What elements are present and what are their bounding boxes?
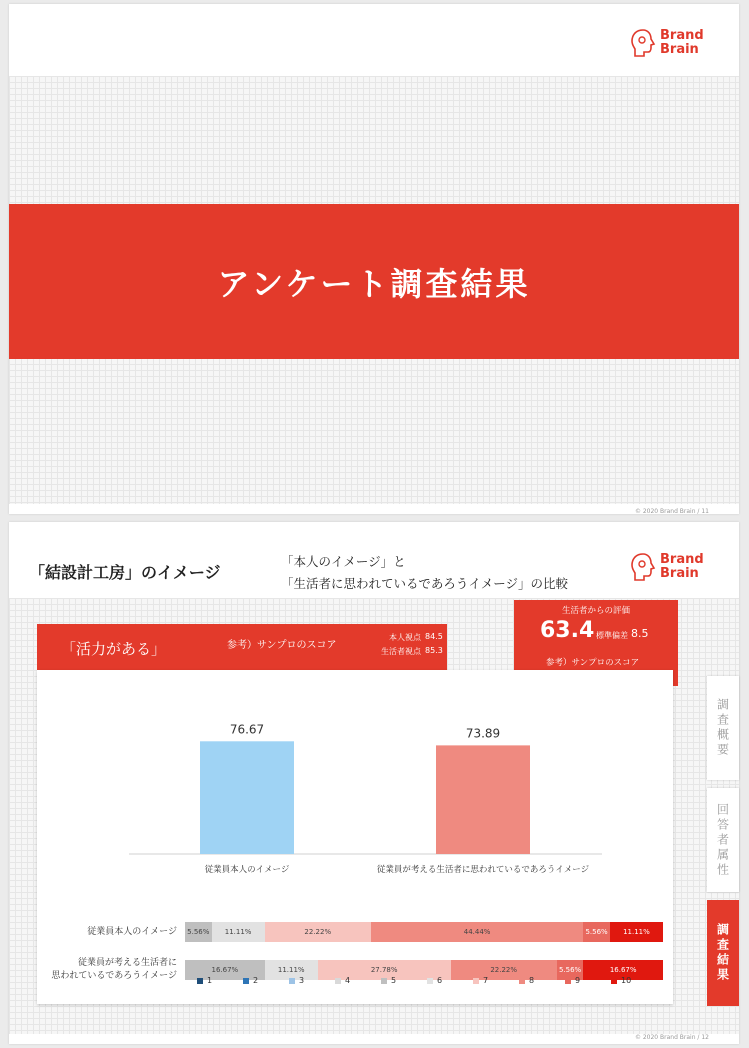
- legend-label: 1: [207, 976, 213, 985]
- brand-line2: Brain: [660, 566, 699, 581]
- legend-swatch: [427, 978, 433, 984]
- legend-item-1: [197, 976, 243, 985]
- stacked-segment-10: 16.67%: [583, 960, 663, 980]
- stacked-segment-5: 5.56%: [185, 922, 212, 942]
- stacked-segment-8: 22.22%: [451, 960, 557, 980]
- eval-ref-label: 参考）サンプロのスコア: [546, 658, 640, 668]
- legend-swatch: [381, 978, 387, 984]
- bar-value-label: 73.89: [465, 726, 501, 741]
- legend-swatch: [335, 978, 341, 984]
- bar-chart: [37, 670, 673, 884]
- stacked-row-label: 従業員本人のイメージ: [87, 926, 177, 937]
- legend-item-10: [611, 976, 657, 985]
- tab-respondent-attributes[interactable]: 回答者属性: [707, 788, 739, 892]
- legend-label: 7: [483, 976, 489, 985]
- legend-swatch: [565, 978, 571, 984]
- eval-score: 63.4: [540, 618, 595, 643]
- slide-footer: © 2020 Brand Brain / 11: [634, 508, 709, 515]
- slide-12: [9, 522, 739, 1044]
- stacked-segment-6: 11.11%: [265, 960, 318, 980]
- legend-item-7: [473, 976, 519, 985]
- consumer-view-label: 生活者視点: [381, 647, 421, 656]
- brand-line2: Brain: [660, 42, 699, 57]
- chart-legend: [197, 976, 657, 985]
- brand-line1: Brand: [660, 28, 704, 43]
- brand-logo: [630, 552, 704, 582]
- stacked-segment-9: 5.56%: [583, 922, 610, 942]
- legend-label: 2: [253, 976, 259, 985]
- legend-swatch: [611, 978, 617, 984]
- stacked-segment-6: 11.11%: [212, 922, 265, 942]
- stacked-segment-8: 44.44%: [371, 922, 583, 942]
- legend-item-3: [289, 976, 335, 985]
- legend-label: 6: [437, 976, 443, 985]
- legend-label: 9: [575, 976, 581, 985]
- legend-swatch: [289, 978, 295, 984]
- self-view-label: 本人視点: [389, 633, 421, 642]
- category-label: 従業員本人のイメージ: [204, 865, 290, 875]
- legend-item-9: [565, 976, 611, 985]
- legend-swatch: [519, 978, 525, 984]
- title-band: [9, 204, 739, 359]
- eval-header: 生活者からの評価: [561, 606, 630, 616]
- tab-survey-results[interactable]: 調査結果: [707, 900, 739, 1006]
- legend-label: 4: [345, 976, 351, 985]
- stacked-segment-9: 5.56%: [557, 960, 584, 980]
- legend-label: 10: [621, 976, 632, 985]
- legend-swatch: [473, 978, 479, 984]
- subtitle-line1: 「本人のイメージ」と: [281, 554, 406, 569]
- slide-11: [9, 4, 739, 514]
- head-icon: [630, 28, 656, 58]
- legend-label: 5: [391, 976, 397, 985]
- legend-swatch: [243, 978, 249, 984]
- stacked-row-label: 従業員が考える生活者に 思われているであろうイメージ: [51, 958, 177, 981]
- eval-deviation-label: 標準偏差: [596, 631, 628, 640]
- stacked-segment-10: 11.11%: [610, 922, 663, 942]
- brand-line1: Brand: [660, 552, 704, 567]
- stacked-segment-7: 27.78%: [318, 960, 451, 980]
- legend-item-5: [381, 976, 427, 985]
- consumer-view-value: 85.3: [425, 646, 443, 655]
- category-label: 従業員が考える生活者に思われているであろうイメージ: [376, 865, 590, 875]
- bar-2: [436, 745, 530, 854]
- legend-swatch: [197, 978, 203, 984]
- chart-panel: [37, 670, 673, 1004]
- legend-item-2: [243, 976, 289, 985]
- bar-value-label: 76.67: [229, 722, 265, 737]
- attribute-bar: [37, 624, 447, 670]
- attribute-label: 「活力がある」: [61, 640, 167, 658]
- reference-label: 参考）サンプロのスコア: [227, 640, 337, 651]
- legend-item-4: [335, 976, 381, 985]
- head-icon: [630, 552, 656, 582]
- bar-1: [200, 741, 294, 854]
- self-view-value: 84.5: [425, 632, 443, 641]
- tab-survey-overview[interactable]: 調査概要: [707, 676, 739, 780]
- legend-label: 8: [529, 976, 535, 985]
- subtitle-line2: 「生活者に思われているであろうイメージ」の比較: [281, 576, 569, 591]
- legend-item-8: [519, 976, 565, 985]
- legend-item-6: [427, 976, 473, 985]
- slide-title: アンケート調査結果: [217, 264, 531, 303]
- stacked-segment-7: 22.22%: [265, 922, 371, 942]
- eval-deviation-value: 8.5: [631, 627, 649, 640]
- brand-logo: [630, 28, 704, 58]
- stacked-segment-5: 16.67%: [185, 960, 265, 980]
- slide-title: 「結設計工房」のイメージ: [29, 563, 221, 582]
- slide-footer: © 2020 Brand Brain / 12: [634, 1034, 709, 1041]
- legend-label: 3: [299, 976, 305, 985]
